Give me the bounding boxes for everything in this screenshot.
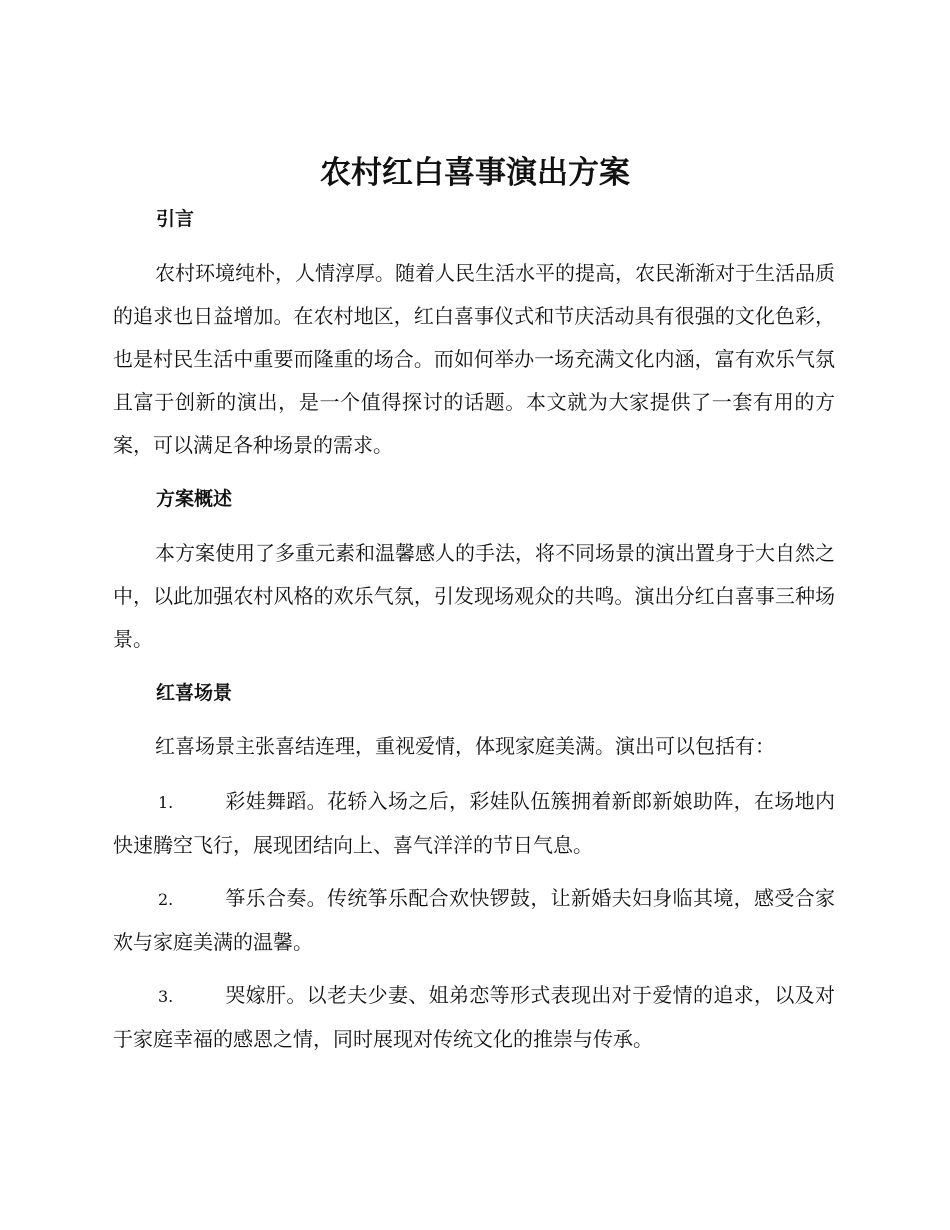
section-heading-overview: 方案概述 (156, 488, 233, 510)
section-paragraph-red-scene: 红喜场景主张喜结连理，重视爱情，体现家庭美满。演出可以包括有： (155, 734, 775, 758)
section-heading-red-scene: 红喜场景 (156, 682, 233, 704)
list-item (113, 877, 835, 964)
list-item-text: 筝乐合奏。传统筝乐配合欢快锣鼓，让新婚夫妇身临其境，感受合家欢与家庭美满的温馨。 (113, 886, 835, 954)
list-item-number: 1. (158, 793, 174, 812)
list-item-text: 彩娃舞蹈。花轿入场之后，彩娃队伍簇拥着新郎新娘助阵，在场地内快速腾空飞行，展现团结向上、喜气洋洋的节日气息。 (113, 789, 835, 857)
list-item (113, 974, 835, 1061)
section-heading-intro: 引言 (156, 208, 195, 230)
section-paragraph-overview: 本方案使用了多重元素和温馨感人的手法，将不同场景的演出置身于大自然之中，以此加强农村风格的欢乐气氛，引发现场观众的共鸣。演出分红白喜事三种场景。 (113, 541, 835, 651)
list-item-number: 2. (158, 890, 174, 909)
list-item-number: 3. (158, 987, 174, 1006)
list-item-text: 哭嫁肝。以老夫少妻、姐弟恋等形式表现出对于爱情的追求，以及对于家庭幸福的感恩之情，同时展现对传统文化的推崇与传承。 (113, 983, 835, 1051)
document-title: 农村红白喜事演出方案 (320, 155, 630, 191)
section-paragraph-intro: 农村环境纯朴，人情淳厚。随着人民生活水平的提高，农民渐渐对于生活品质的追求也日益增加。在农村地区，红白喜事仪式和节庆活动具有很强的文化色彩，也是村民生活中重要而隆重的场合。而如何举办一场充满文化内涵，富有欢乐气氛且富于创新的演出，是一个值得探讨的话题。本文就为大家提供了一套有用的方案，可以满足各种场景的需求。 (113, 261, 835, 457)
list-item (113, 780, 835, 867)
